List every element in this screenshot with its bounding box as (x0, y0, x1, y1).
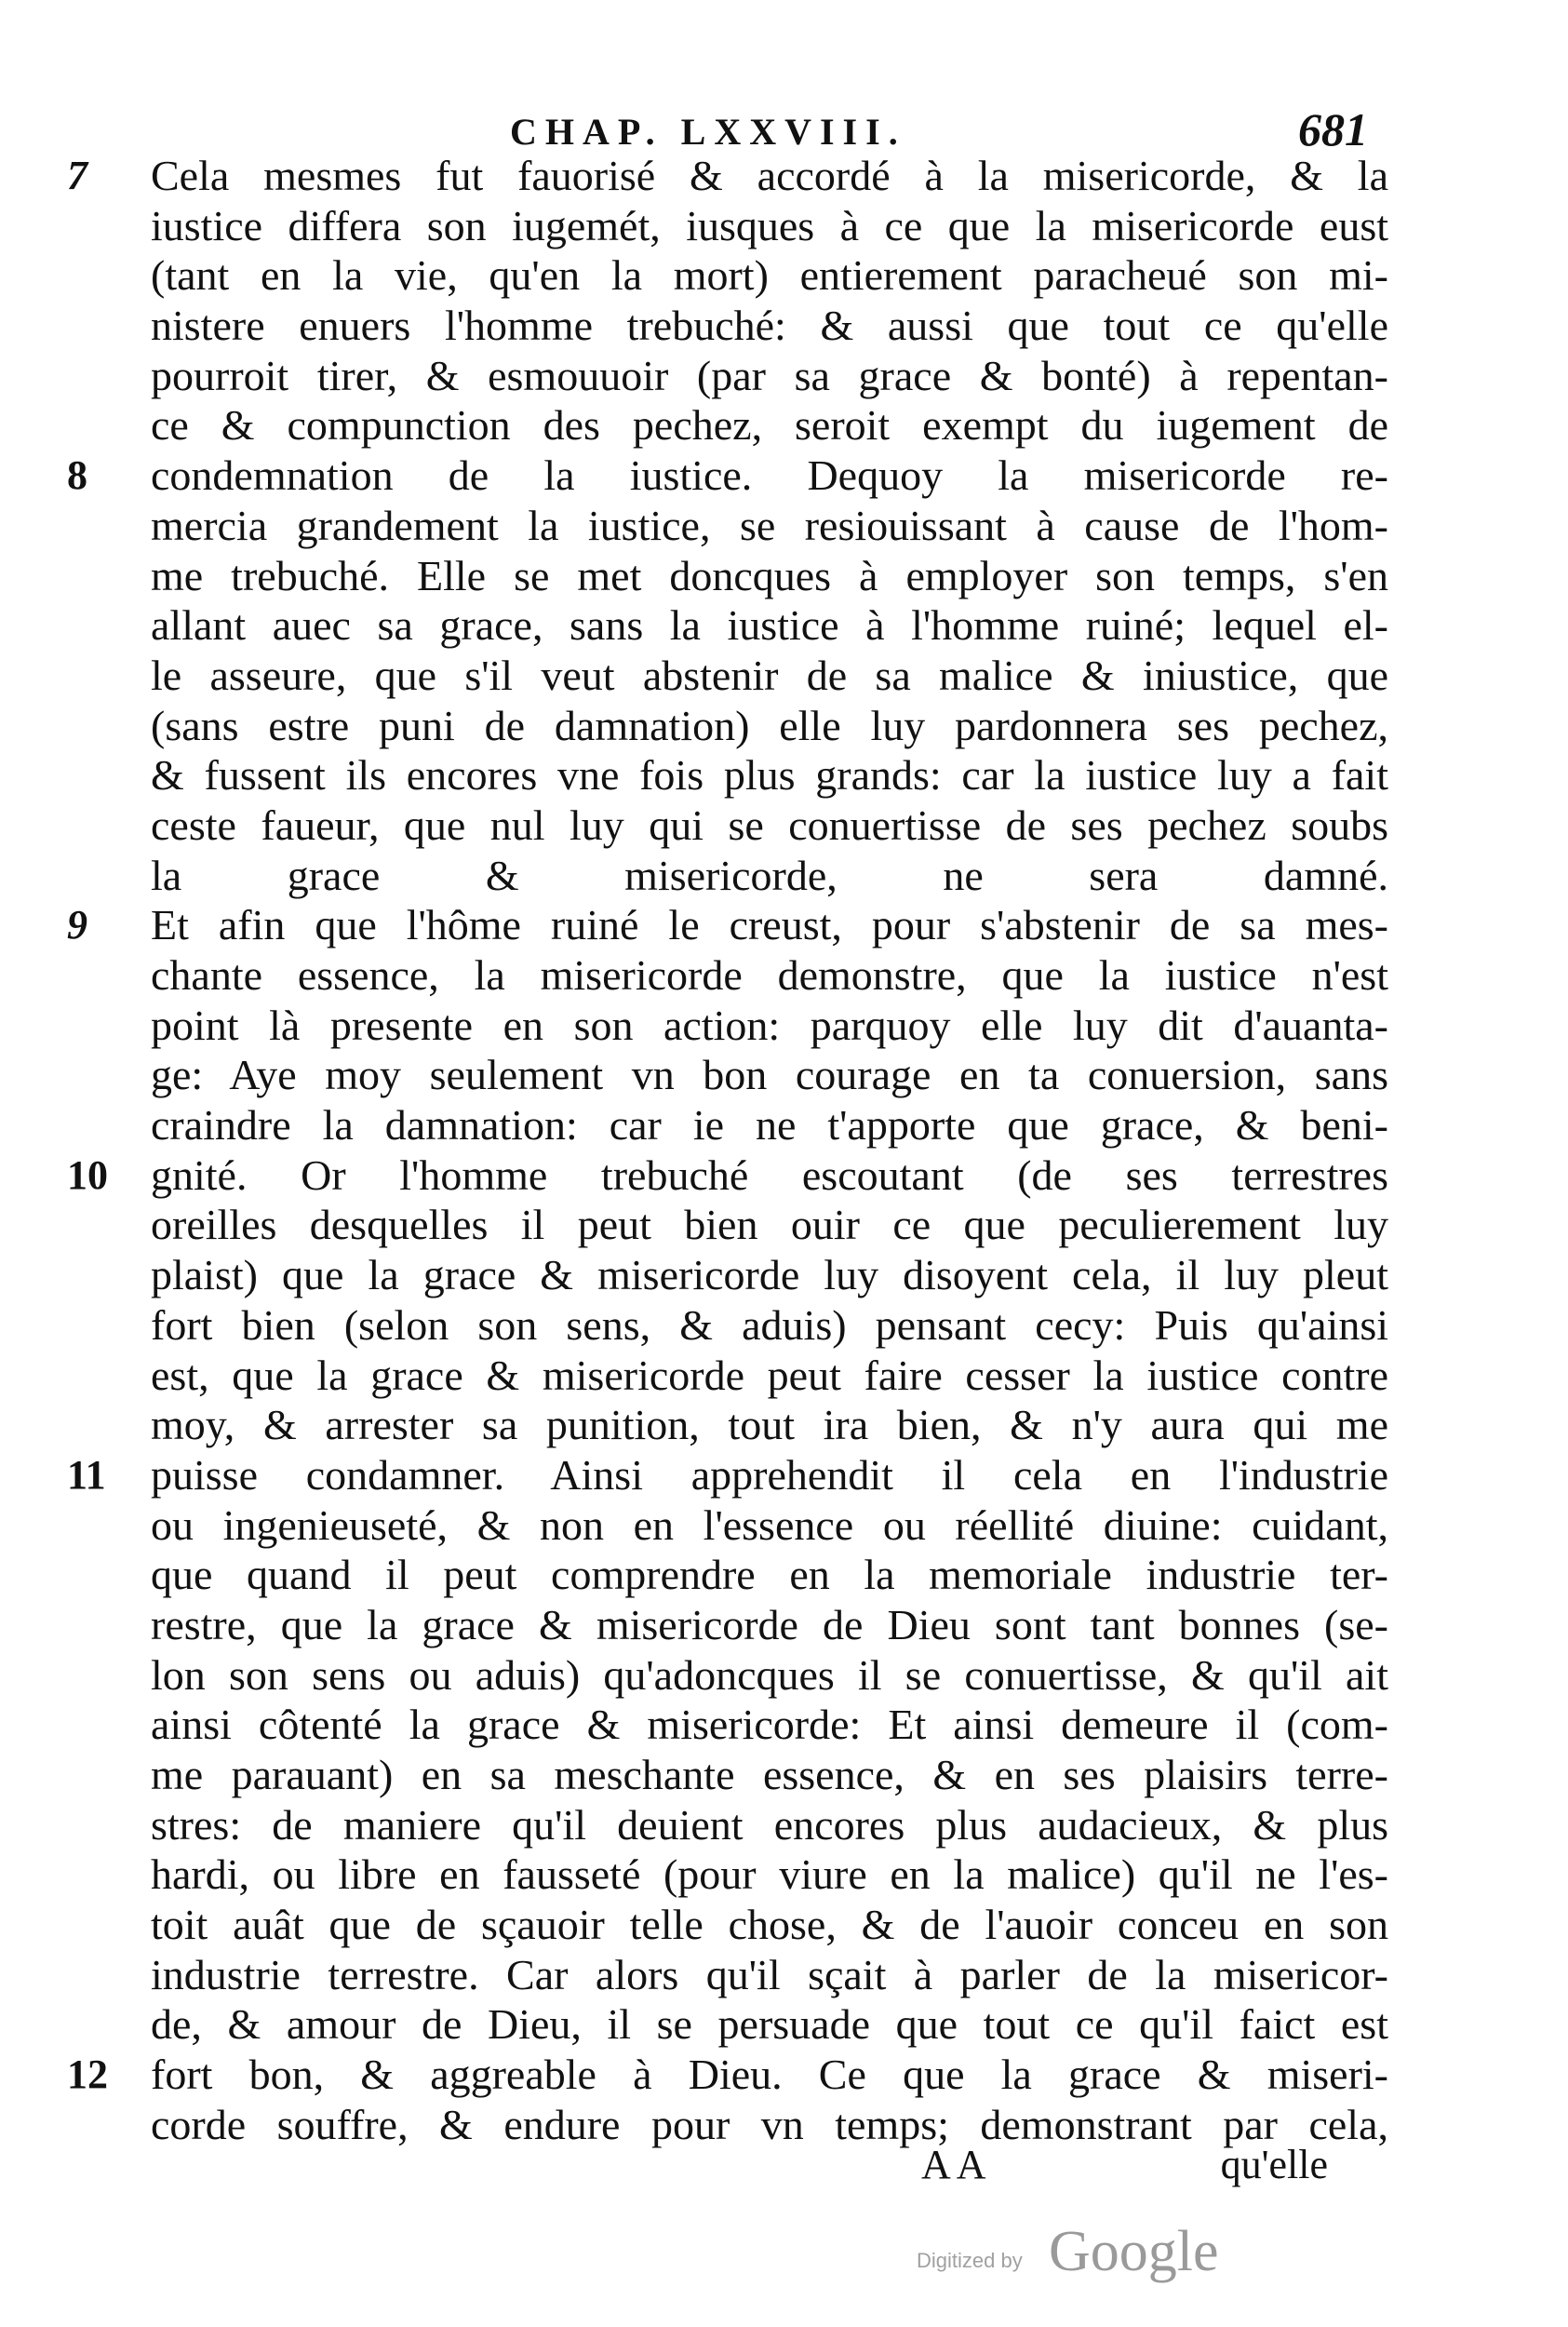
text-line (151, 600, 1388, 651)
line-text: (tant en la vie, qu'en la mort) entierement paracheué son mi- (151, 251, 1388, 300)
text-line (151, 851, 1388, 901)
line-text: gnité. Or l'homme trebuché escoutant (de ses terrestres (151, 1150, 1388, 1199)
google-logo: Google (1049, 2220, 1219, 2283)
text-line (151, 1750, 1388, 1800)
line-text: oreilles desquelles il peut bien ouir ce que peculierement luy (151, 1201, 1388, 1249)
text-line (67, 2050, 1388, 2100)
line-text: chante essence, la misericorde demonstre, que la iustice n'est (151, 951, 1388, 999)
line-text: moy, & arrester sa punition, tout ira bien, & n'y aura qui me (151, 1401, 1388, 1449)
text-line (67, 151, 1388, 201)
line-text: hardi, ou libre en fausseté (pour viure en la malice) qu'il ne l'es- (151, 1850, 1388, 1899)
text-line (151, 400, 1388, 451)
text-line (151, 1999, 1388, 2050)
body-text (67, 151, 1388, 2150)
line-text: corde souffre, & endure pour vn temps; demonstrant par cela, (151, 2100, 1388, 2148)
line-text: fort bien (selon son sens, & aduis) pensant cecy: Puis qu'ainsi (151, 1300, 1388, 1349)
line-text: plaist) que la grace & misericorde luy disoyent cela, il luy pleut (151, 1251, 1388, 1299)
line-text: fort bon, & aggreable à Dieu. Ce que la grace & miseri- (151, 2051, 1388, 2099)
text-line (151, 1849, 1388, 1900)
text-line (67, 1450, 1388, 1500)
line-text: me parauant) en sa meschante essence, & en ses plaisirs terre- (151, 1751, 1388, 1798)
text-line (151, 501, 1388, 551)
text-line (151, 250, 1388, 301)
line-text: le asseure, que s'il veut abstenir de sa malice & iniustice, que (151, 651, 1388, 699)
verse-number: 8 (67, 452, 87, 499)
line-text: ainsi côtenté la grace & misericorde: Et ainsi demeure il (com- (151, 1701, 1388, 1749)
line-text: ceste faueur, que nul luy qui se conuertisse de ses pechez soubs (151, 800, 1388, 849)
text-line (151, 701, 1388, 751)
line-text: Et afin que l'hôme ruiné le creust, pour s'abstenir de sa mes- (151, 901, 1388, 949)
line-text: point là presente en son action: parquoy elle luy dit d'auanta- (151, 1001, 1388, 1049)
line-text: pourroit tirer, & esmouuoir (par sa grace & bonté) à repentan- (151, 351, 1388, 399)
line-text: Cela mesmes fut fauorisé & accordé à la misericorde, & la (151, 152, 1388, 199)
text-line (151, 1250, 1388, 1300)
text-line (151, 750, 1388, 800)
line-text: de, & amour de Dieu, il se persuade que tout ce qu'il faict est (151, 2000, 1388, 2049)
text-line (67, 1150, 1388, 1201)
line-text: la grace & misericorde, ne sera damné. (151, 851, 1388, 899)
text-line (151, 1950, 1388, 2000)
line-text: ou ingenieuseté, & non en l'essence ou réellité diuine: cuidant, (151, 1500, 1388, 1549)
line-text: puisse condamner. Ainsi apprehendit il cela en l'industrie (151, 1450, 1388, 1499)
text-line (67, 900, 1388, 950)
page-footer (0, 2141, 1568, 2215)
line-text: est, que la grace & misericorde peut faire cesser la iustice contre (151, 1351, 1388, 1399)
text-line (151, 950, 1388, 1001)
text-line (151, 1400, 1388, 1450)
line-text: nistere enuers l'homme trebuché: & aussi que tout ce qu'elle (151, 302, 1388, 350)
signature-mark: AA (921, 2142, 992, 2187)
line-text: stres: de maniere qu'il deuient encores plus audacieux, & plus (151, 1800, 1388, 1849)
text-line (151, 1001, 1388, 1051)
line-text: ge: Aye moy seulement vn bon courage en ta conuersion, sans (151, 1051, 1388, 1099)
text-line (151, 1650, 1388, 1701)
line-text: restre, que la grace & misericorde de Dieu sont tant bonnes (se- (151, 1600, 1388, 1648)
text-line (151, 1800, 1388, 1850)
verse-number: 7 (67, 153, 87, 198)
line-text: condemnation de la iustice. Dequoy la misericorde re- (151, 451, 1388, 500)
digitized-by-text: Digitized by (917, 2249, 1023, 2272)
text-line (151, 1200, 1388, 1250)
line-text: craindre la damnation: car ie ne t'apporte que grace, & beni- (151, 1101, 1388, 1150)
verse-number: 11 (67, 1451, 106, 1498)
line-text: industrie terrestre. Car alors qu'il sçait à parler de la misericor- (151, 1950, 1388, 1998)
verse-number: 9 (67, 902, 87, 948)
text-line (151, 651, 1388, 701)
text-line (151, 1500, 1388, 1551)
line-text: lon son sens ou aduis) qu'adoncques il se conuertisse, & qu'il ait (151, 1650, 1388, 1699)
text-line (151, 301, 1388, 351)
text-line (151, 1600, 1388, 1650)
line-text: mercia grandement la iustice, se resiouissant à cause de l'hom- (151, 501, 1388, 549)
text-line (151, 551, 1388, 601)
line-text: que quand il peut comprendre en la memoriale industrie ter- (151, 1551, 1388, 1599)
text-line (151, 1700, 1388, 1750)
text-line (151, 1100, 1388, 1150)
text-line (67, 451, 1388, 501)
line-text: allant auec sa grace, sans la iustice à l'homme ruiné; lequel el- (151, 601, 1388, 650)
line-text: me trebuché. Elle se met doncques à employer son temps, s'en (151, 551, 1388, 599)
line-text: (sans estre puni de damnation) elle luy pardonnera ses pechez, (151, 701, 1388, 749)
running-head: CHAP. LXXVIII. (510, 111, 906, 153)
line-text: iustice differa son iugemét, iusques à ce que la misericorde eust (151, 201, 1388, 249)
catchword: qu'elle (1220, 2142, 1328, 2187)
line-text: ce & compunction des pechez, seroit exempt du iugement de (151, 401, 1388, 450)
verse-number: 12 (67, 2051, 108, 2098)
text-line (151, 1300, 1388, 1351)
verse-number: 10 (67, 1151, 108, 1198)
text-line (151, 351, 1388, 401)
text-line (151, 201, 1388, 251)
text-line (151, 1550, 1388, 1600)
page-number: 681 (1298, 103, 1368, 155)
line-text: toit auât que de sçauoir telle chose, & de l'auoir conceu en son (151, 1901, 1388, 1949)
line-text: & fussent ils encores vne fois plus grands: car la iustice luy a fait (151, 751, 1388, 800)
text-line (151, 1900, 1388, 1950)
text-line (151, 800, 1388, 851)
text-line (151, 1050, 1388, 1100)
text-line (151, 1351, 1388, 1401)
